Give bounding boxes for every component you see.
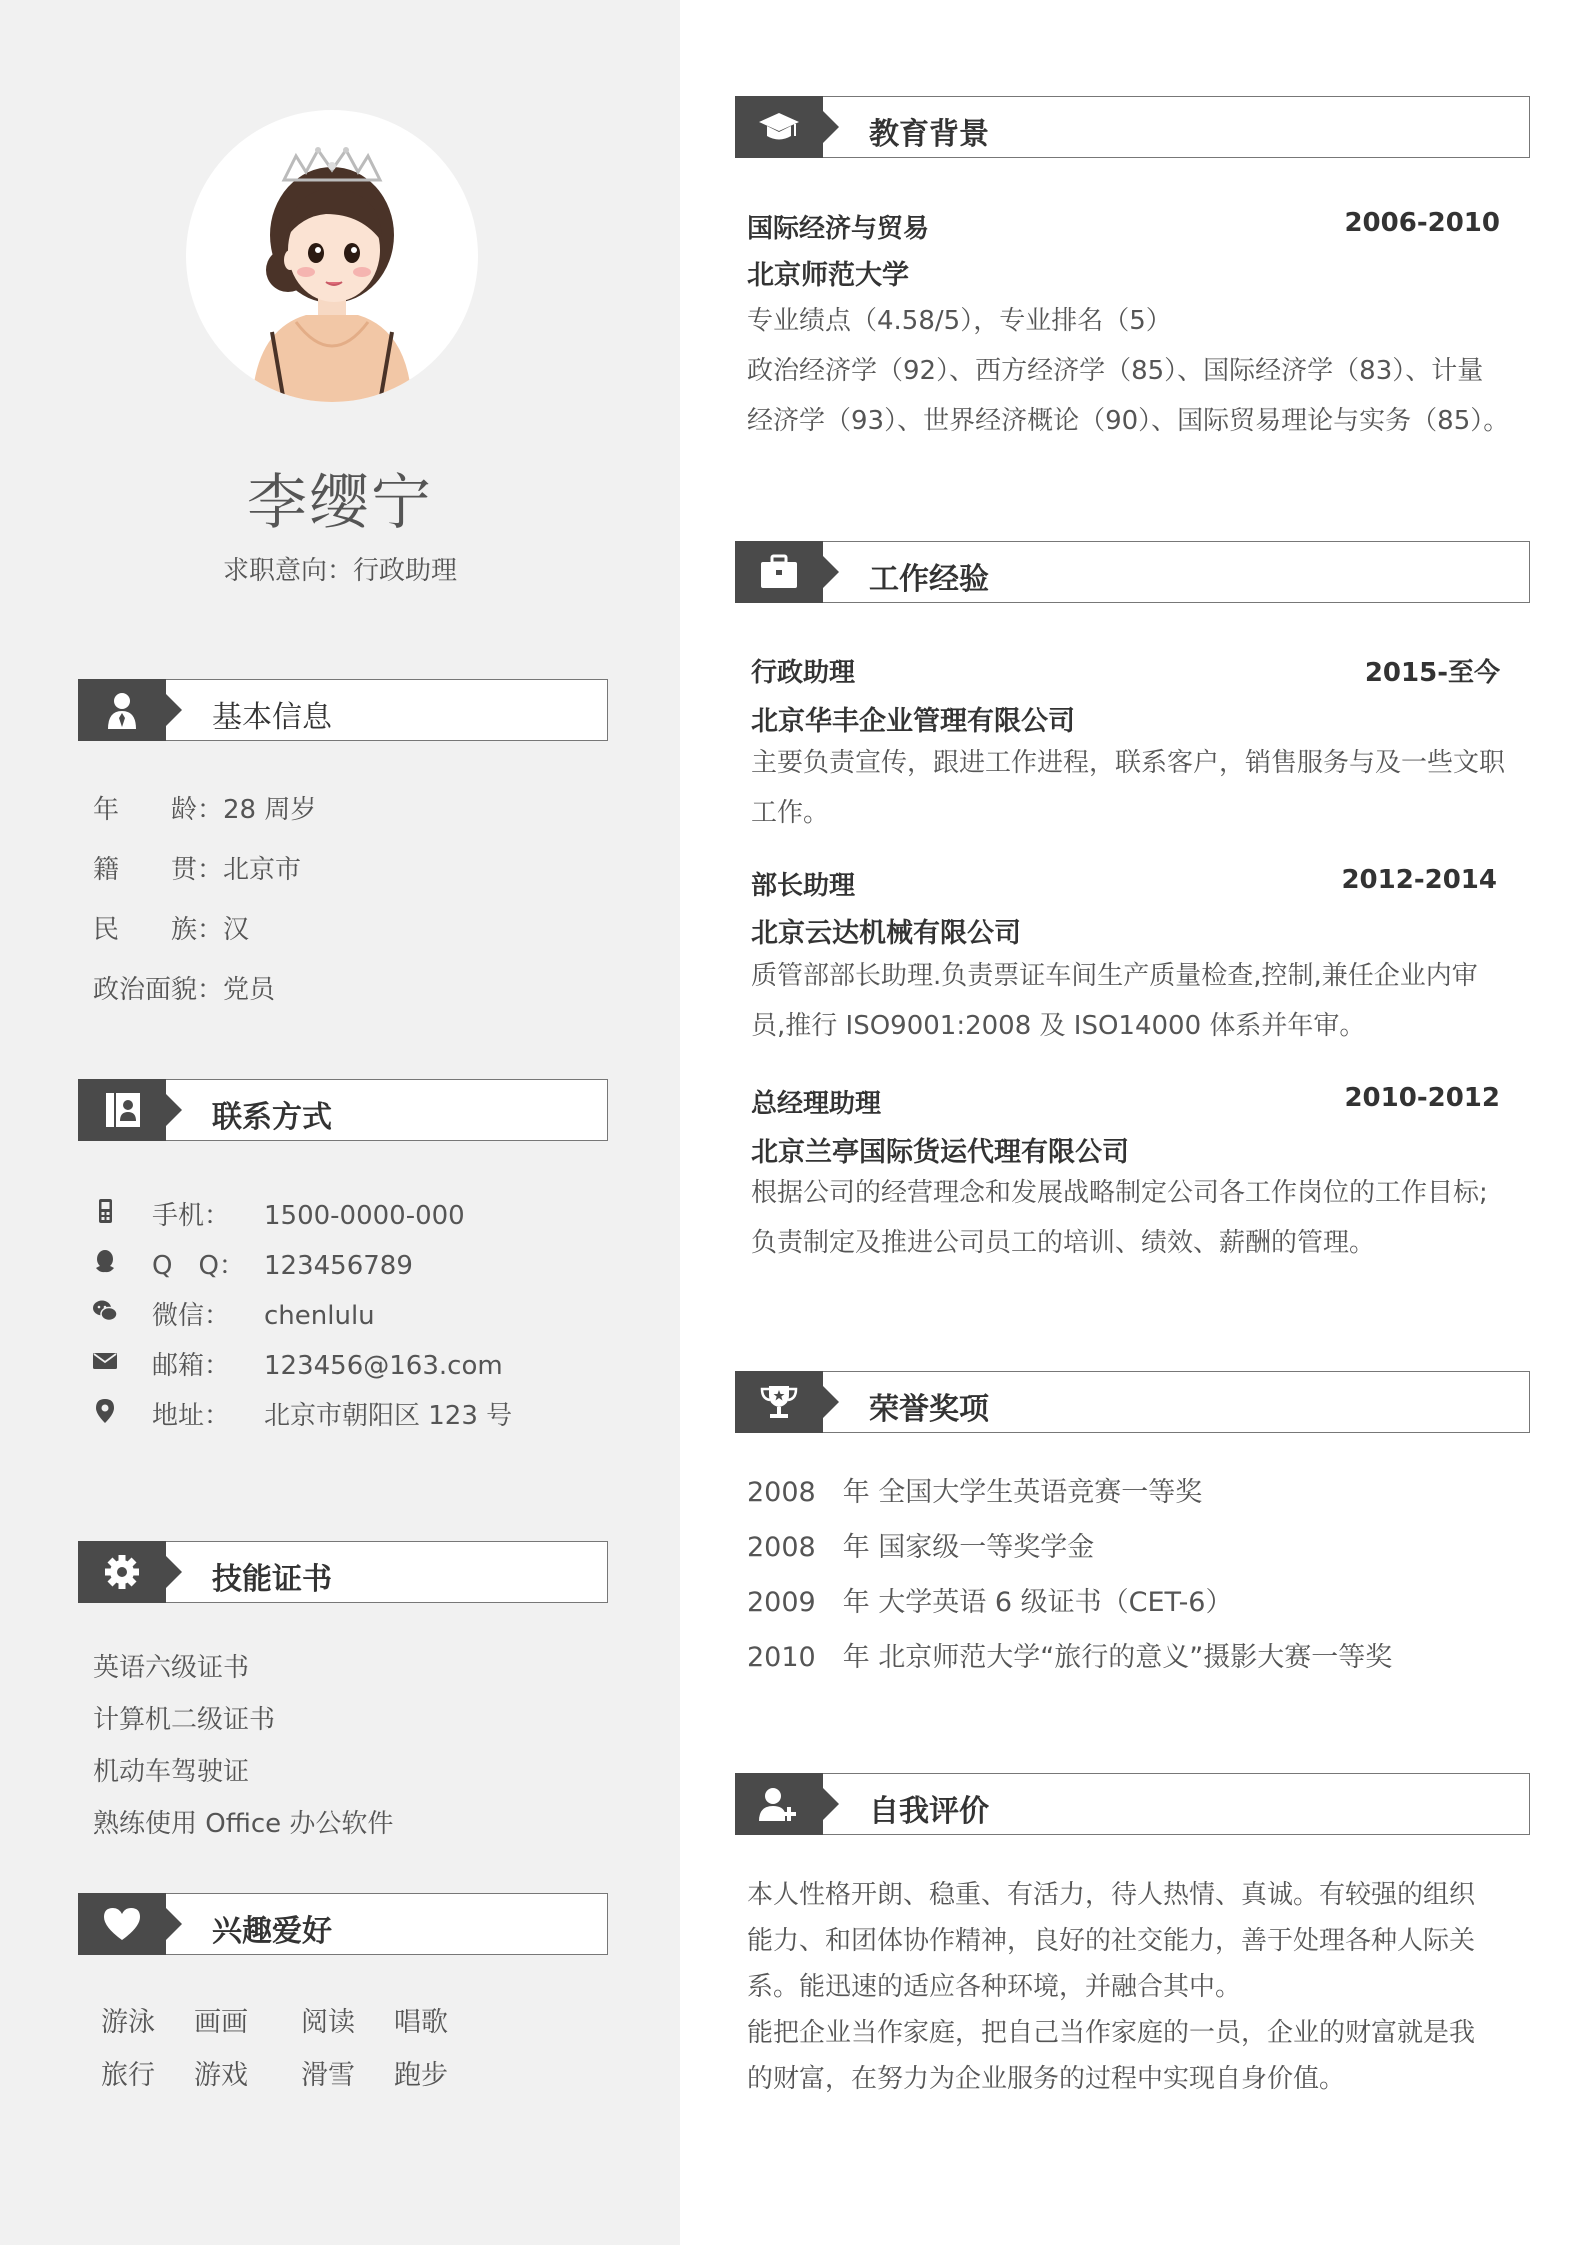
section-self-evaluation <box>735 1773 1530 1835</box>
contact-book-icon <box>100 1091 144 1129</box>
job-title: 总经理助理 <box>751 1089 882 1119</box>
self-evaluation-line: 能力、和团体协作精神，良好的社交能力，善于处理各种人际关 <box>747 1926 1476 1956</box>
contact-row-phone <box>152 1195 465 1232</box>
section-honors <box>735 1371 1530 1433</box>
hobby-item: 游泳 <box>101 2007 155 2038</box>
job-line: 负责制定及推进公司员工的培训、绩效、薪酬的管理。 <box>751 1228 1376 1258</box>
section-basic-info <box>78 679 608 741</box>
education-line: 政治经济学（92）、西方经济学（85）、国际经济学（83）、计量 <box>747 356 1484 386</box>
sidebar <box>0 0 680 2245</box>
sec-icon-box <box>78 1541 166 1603</box>
info-label: 民 族： <box>93 915 224 945</box>
job-years: 2012-2014 <box>1341 865 1497 895</box>
self-evaluation-line: 系。能迅速的适应各种环境，并融合其中。 <box>747 1972 1242 2002</box>
award-item: 2008 年 全国大学生英语竞赛一等奖 <box>747 1477 1203 1508</box>
info-row-ethnicity <box>93 909 249 946</box>
job-line: 工作。 <box>751 798 830 828</box>
section-title: 自我评价 <box>869 1794 989 1829</box>
job-years: 2010-2012 <box>1344 1083 1500 1113</box>
candidate-name: 李缨宁 <box>247 468 433 538</box>
job-org: 北京兰亭国际货运代理有限公司 <box>751 1137 1129 1168</box>
skill-item: 熟练使用 Office 办公软件 <box>93 1809 394 1839</box>
sec-icon-box <box>735 1371 823 1433</box>
section-title: 工作经验 <box>869 562 989 597</box>
hobby-item: 唱歌 <box>394 2007 448 2038</box>
info-value: 28 周岁 <box>223 795 317 825</box>
info-row-political <box>93 969 275 1006</box>
contact-label: 手机： <box>152 1201 231 1231</box>
sec-icon-box <box>78 679 166 741</box>
contact-value: chenlulu <box>264 1301 375 1331</box>
education-line: 经济学（93）、世界经济概论（90）、国际贸易理论与实务（85）。 <box>747 406 1510 436</box>
contact-row-email <box>152 1345 503 1382</box>
contact-label: Q Q： <box>152 1251 245 1281</box>
info-value: 党员 <box>223 975 276 1005</box>
section-title: 荣誉奖项 <box>869 1392 989 1427</box>
job-title: 部长助理 <box>751 871 856 901</box>
contact-value: 123456@163.com <box>264 1351 503 1381</box>
section-title: 技能证书 <box>212 1562 332 1597</box>
education-line: 专业绩点（4.58/5），专业排名（5） <box>747 306 1172 336</box>
sec-icon-box <box>78 1893 166 1955</box>
wechat-icon <box>92 1298 118 1324</box>
hobby-item: 滑雪 <box>301 2060 355 2091</box>
hobby-item: 跑步 <box>394 2060 448 2091</box>
job-line: 员,推行 ISO9001:2008 及 ISO14000 体系并年审。 <box>751 1011 1366 1041</box>
heart-icon <box>100 1905 144 1943</box>
contact-label: 地址： <box>152 1401 231 1431</box>
gear-icon <box>100 1553 144 1591</box>
phone-icon <box>92 1198 118 1224</box>
avatar <box>186 110 478 402</box>
job-line: 根据公司的经营理念和发展战略制定公司各工作岗位的工作目标; <box>751 1178 1488 1208</box>
contact-row-wechat <box>152 1295 375 1332</box>
mail-icon <box>92 1348 118 1374</box>
sec-icon-box <box>735 541 823 603</box>
education-years: 2006-2010 <box>1344 208 1500 238</box>
hobby-item: 画画 <box>194 2007 248 2038</box>
section-title: 联系方式 <box>212 1100 332 1135</box>
sec-icon-box <box>78 1079 166 1141</box>
briefcase-icon <box>757 553 801 591</box>
info-label: 政治面貌： <box>93 975 224 1005</box>
hobby-item: 游戏 <box>194 2060 248 2091</box>
self-evaluation-line: 能把企业当作家庭，把自己当作家庭的一员，企业的财富就是我 <box>747 2018 1476 2048</box>
section-title: 教育背景 <box>869 117 989 152</box>
graduation-cap-icon <box>757 108 801 146</box>
add-user-icon <box>757 1785 801 1823</box>
info-row-hometown <box>93 849 301 886</box>
contact-label: 邮箱： <box>152 1351 231 1381</box>
job-intent: 求职意向：行政助理 <box>222 556 457 586</box>
contact-value: 1500-0000-000 <box>264 1201 465 1231</box>
section-skills <box>78 1541 608 1603</box>
job-org: 北京云达机械有限公司 <box>751 918 1021 949</box>
hobby-item: 阅读 <box>301 2007 355 2038</box>
section-title: 基本信息 <box>212 700 332 735</box>
section-work <box>735 541 1530 603</box>
sec-icon-box <box>735 96 823 158</box>
location-icon <box>92 1398 118 1424</box>
job-org: 北京华丰企业管理有限公司 <box>751 706 1075 737</box>
section-hobbies <box>78 1893 608 1955</box>
contact-label: 微信： <box>152 1301 231 1331</box>
section-title: 兴趣爱好 <box>212 1914 332 1949</box>
trophy-icon <box>757 1383 801 1421</box>
info-value: 北京市 <box>223 855 302 885</box>
section-contact <box>78 1079 608 1141</box>
skill-item: 计算机二级证书 <box>93 1705 276 1735</box>
contact-value: 北京市朝阳区 123 号 <box>264 1401 513 1431</box>
info-row-age <box>93 789 316 826</box>
job-line: 主要负责宣传，跟进工作进程，联系客户，销售服务与及一些文职 <box>751 748 1506 778</box>
skill-item: 英语六级证书 <box>93 1653 250 1683</box>
skill-item: 机动车驾驶证 <box>93 1757 250 1787</box>
education-major: 国际经济与贸易 <box>747 214 930 244</box>
avatar-illustration-icon <box>186 110 478 402</box>
hobby-item: 旅行 <box>101 2060 155 2091</box>
award-item: 2009 年 大学英语 6 级证书（CET-6） <box>747 1587 1233 1618</box>
contact-row-qq <box>152 1245 413 1282</box>
contact-row-address <box>152 1395 512 1432</box>
award-item: 2010 年 北京师范大学“旅行的意义”摄影大赛一等奖 <box>747 1642 1393 1673</box>
person-icon <box>100 691 144 729</box>
job-line: 质管部部长助理.负责票证车间生产质量检查,控制,兼任企业内审 <box>751 961 1478 991</box>
self-evaluation-line: 的财富，在努力为企业服务的过程中实现自身价值。 <box>747 2064 1346 2094</box>
education-school: 北京师范大学 <box>747 260 909 291</box>
job-years: 2015-至今 <box>1364 658 1500 688</box>
info-label: 年 龄： <box>93 795 224 825</box>
self-evaluation-line: 本人性格开朗、稳重、有活力，待人热情、真诚。有较强的组织 <box>747 1880 1476 1910</box>
section-education <box>735 96 1530 158</box>
info-label: 籍 贯： <box>93 855 224 885</box>
job-title: 行政助理 <box>751 658 856 688</box>
info-value: 汉 <box>223 915 250 945</box>
sec-icon-box <box>735 1773 823 1835</box>
qq-icon <box>92 1248 118 1274</box>
contact-value: 123456789 <box>264 1251 413 1281</box>
award-item: 2008 年 国家级一等奖学金 <box>747 1532 1095 1563</box>
